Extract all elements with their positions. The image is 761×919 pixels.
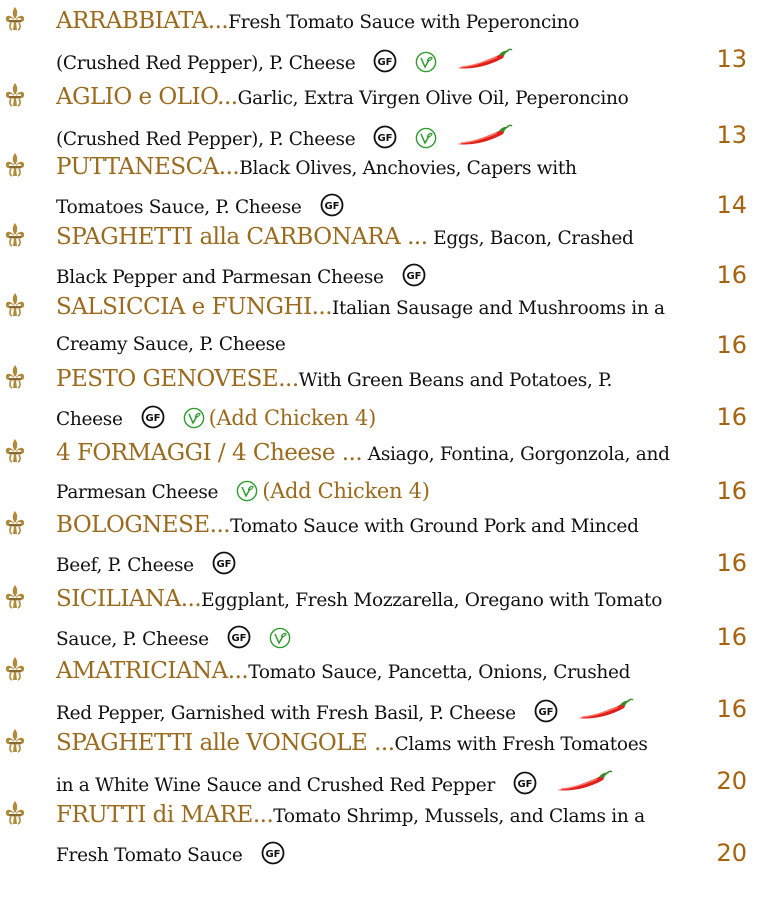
- gluten-free-icon: [402, 263, 426, 287]
- fleur-de-lis-icon: [4, 584, 26, 610]
- item-description-line-2: Creamy Sauce, P. Cheese: [56, 334, 286, 355]
- svg-text:GF: GF: [377, 133, 393, 144]
- vegetarian-leaf-icon: [415, 51, 437, 73]
- add-on-text: (Add Chicken 4): [262, 479, 430, 503]
- item-name: 4 FORMAGGI / 4 Cheese ...: [56, 440, 363, 466]
- menu-item: [0, 366, 761, 444]
- item-line-1: [56, 658, 630, 684]
- item-price: 20: [716, 767, 747, 795]
- item-description-line-2: Fresh Tomato Sauce: [56, 845, 243, 866]
- item-description-line-2: (Crushed Red Pepper), P. Cheese: [56, 53, 356, 74]
- item-line-1: [56, 154, 577, 180]
- fleur-de-lis-icon: [4, 800, 26, 826]
- item-description-line-1: Tomato Sauce, Pancetta, Onions, Crushed: [248, 662, 631, 683]
- menu-item: [0, 224, 761, 302]
- item-name: FRUTTI di MARE...: [56, 802, 274, 828]
- item-price: 16: [716, 261, 747, 289]
- item-name: BOLOGNESE...: [56, 512, 231, 538]
- item-line-2: [56, 551, 236, 576]
- item-description-line-2: Sauce, P. Cheese: [56, 629, 209, 650]
- item-line-2: [56, 193, 344, 218]
- gluten-free-icon: [320, 193, 344, 217]
- item-line-1: [56, 366, 612, 392]
- item-description-line-2: Black Pepper and Parmesan Cheese: [56, 267, 384, 288]
- item-line-1: [56, 730, 648, 756]
- menu-item: [0, 8, 761, 86]
- item-price: 16: [716, 695, 747, 723]
- item-line-2: [56, 625, 291, 650]
- vegetarian-leaf-icon: [269, 627, 291, 649]
- chili-pepper-icon: [555, 769, 613, 793]
- item-name: AMATRICIANA...: [56, 658, 249, 684]
- item-price: 16: [716, 331, 747, 359]
- item-line-2: [56, 263, 426, 288]
- menu-item: [0, 84, 761, 162]
- svg-text:GF: GF: [377, 57, 393, 68]
- gluten-free-icon: [212, 551, 236, 575]
- item-price: 16: [716, 477, 747, 505]
- menu-item: [0, 154, 761, 232]
- gluten-free-icon: [227, 625, 251, 649]
- item-price: 13: [716, 121, 747, 149]
- item-description-line-1: Tomato Sauce with Ground Pork and Minced: [230, 516, 639, 537]
- svg-text:GF: GF: [324, 201, 340, 212]
- chili-pepper-icon: [455, 123, 513, 147]
- item-line-2: [56, 841, 285, 866]
- item-description-line-1: Eggs, Bacon, Crashed: [427, 228, 634, 249]
- item-description-line-2: (Crushed Red Pepper), P. Cheese: [56, 129, 356, 150]
- item-line-2: [56, 123, 513, 150]
- svg-text:GF: GF: [216, 559, 232, 570]
- item-name: PESTO GENOVESE...: [56, 366, 299, 392]
- gluten-free-icon: [513, 771, 537, 795]
- item-line-1: [56, 224, 634, 250]
- gluten-free-icon: [534, 699, 558, 723]
- menu-item: [0, 586, 761, 664]
- item-name: PUTTANESCA...: [56, 154, 240, 180]
- fleur-de-lis-icon: [4, 82, 26, 108]
- item-price: 16: [716, 623, 747, 651]
- fleur-de-lis-icon: [4, 292, 26, 318]
- item-line-2: [56, 333, 286, 355]
- add-on-text: (Add Chicken 4): [208, 406, 377, 430]
- item-line-2: [56, 697, 634, 724]
- svg-text:GF: GF: [145, 413, 161, 424]
- item-name: SPAGHETTI alle VONGOLE ...: [56, 730, 395, 756]
- item-description-line-2: Tomatoes Sauce, P. Cheese: [56, 197, 302, 218]
- item-name: SALSICCIA e FUNGHI...: [56, 294, 333, 320]
- item-description-line-1: Tomato Shrimp, Mussels, and Clams in a: [273, 806, 645, 827]
- svg-text:GF: GF: [406, 271, 422, 282]
- item-description-line-1: Italian Sausage and Mushrooms in a: [332, 298, 665, 319]
- vegetarian-leaf-icon: [183, 407, 205, 429]
- item-line-1: [56, 586, 662, 612]
- item-description-line-2: Parmesan Cheese: [56, 482, 219, 503]
- fleur-de-lis-icon: [4, 656, 26, 682]
- item-description-line-2: in a White Wine Sauce and Crushed Red Pepper: [56, 775, 495, 796]
- item-line-1: [56, 8, 579, 34]
- item-description-line-1: Fresh Tomato Sauce with Peperoncino: [228, 12, 580, 33]
- item-line-1: [56, 84, 628, 110]
- svg-text:GF: GF: [517, 779, 533, 790]
- item-price: 20: [716, 839, 747, 867]
- vegetarian-leaf-icon: [415, 127, 437, 149]
- menu-item: [0, 658, 761, 736]
- gluten-free-icon: [373, 125, 397, 149]
- svg-text:GF: GF: [264, 849, 281, 860]
- menu-item: [0, 512, 761, 590]
- item-description-line-2: Cheese: [56, 409, 123, 430]
- svg-text:GF: GF: [538, 707, 554, 718]
- item-name: SICILIANA...: [56, 586, 202, 612]
- fleur-de-lis-icon: [4, 364, 26, 390]
- svg-text:GF: GF: [231, 633, 247, 644]
- gluten-free-icon: [141, 405, 165, 429]
- fleur-de-lis-icon: [4, 222, 26, 248]
- item-price: 16: [716, 549, 747, 577]
- item-description-line-1: With Green Beans and Potatoes, P.: [298, 370, 613, 391]
- item-description-line-1: Black Olives, Anchovies, Capers with: [239, 158, 577, 179]
- item-line-2: [56, 769, 613, 796]
- fleur-de-lis-icon: [4, 6, 26, 32]
- menu-item: [0, 730, 761, 808]
- item-line-1: [56, 440, 670, 466]
- item-description-line-1: Asiago, Fontina, Gorgonzola, and: [362, 444, 670, 465]
- item-line-1: [56, 294, 665, 320]
- item-name: ARRABBIATA...: [56, 8, 229, 34]
- chili-pepper-icon: [455, 47, 513, 71]
- item-line-1: [56, 512, 639, 538]
- item-line-2: [56, 479, 430, 503]
- menu-item: [0, 294, 761, 372]
- menu-item: [0, 802, 761, 880]
- item-line-2: [56, 47, 513, 74]
- item-description-line-1: Garlic, Extra Virgen Olive Oil, Peperoncino: [237, 88, 629, 109]
- item-line-2: [56, 405, 376, 430]
- fleur-de-lis-icon: [4, 438, 26, 464]
- menu-item: [0, 440, 761, 518]
- vegetarian-leaf-icon: [236, 480, 258, 502]
- fleur-de-lis-icon: [4, 728, 26, 754]
- fleur-de-lis-icon: [4, 152, 26, 178]
- item-name: SPAGHETTI alla CARBONARA ...: [56, 224, 428, 250]
- item-name: AGLIO e OLIO...: [56, 84, 238, 110]
- chili-pepper-icon: [576, 697, 634, 721]
- gluten-free-icon: [261, 841, 285, 865]
- item-price: 14: [716, 191, 747, 219]
- item-description-line-2: Beef, P. Cheese: [56, 555, 194, 576]
- gluten-free-icon: [373, 49, 397, 73]
- item-price: 16: [716, 403, 747, 431]
- item-price: 13: [716, 45, 747, 73]
- item-description-line-1: Eggplant, Fresh Mozzarella, Oregano with Tomato: [201, 590, 663, 611]
- fleur-de-lis-icon: [4, 510, 26, 536]
- item-line-1: [56, 802, 645, 828]
- item-description-line-1: Clams with Fresh Tomatoes: [394, 734, 648, 755]
- item-description-line-2: Red Pepper, Garnished with Fresh Basil, P. Cheese: [56, 703, 516, 724]
